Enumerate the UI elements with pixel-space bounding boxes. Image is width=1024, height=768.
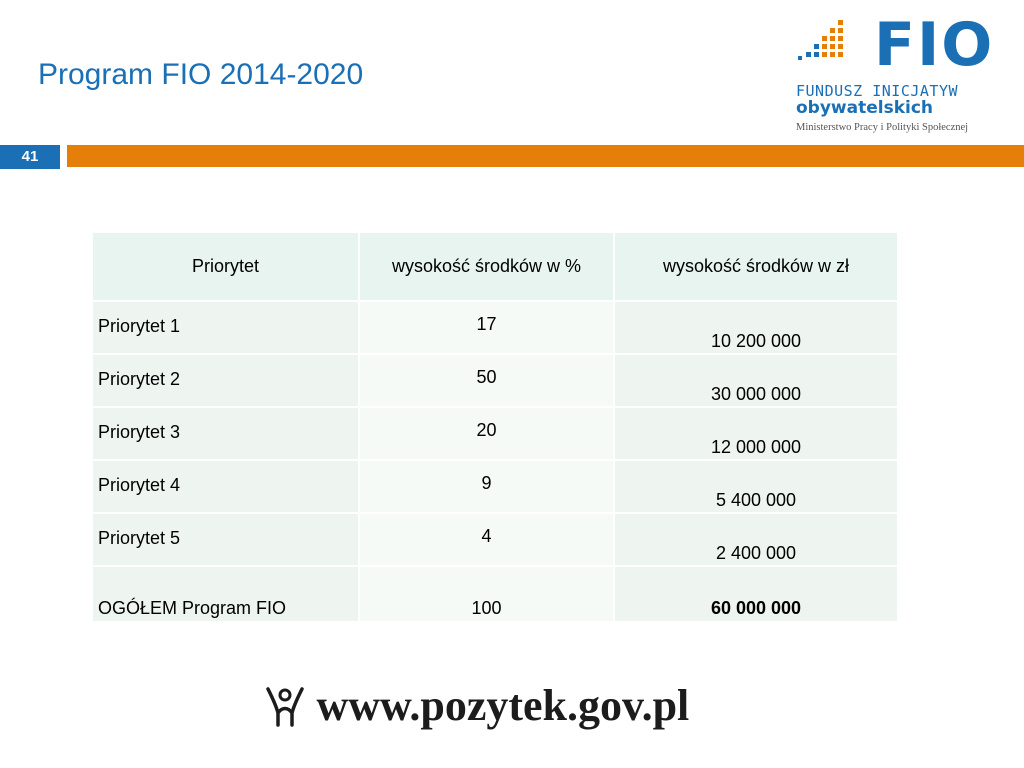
cell-amount: 12 000 000 (614, 407, 897, 460)
table-header-row (93, 233, 897, 301)
cell-amount: 5 400 000 (614, 460, 897, 513)
cell-percent: 50 (359, 354, 614, 407)
fio-logo (794, 10, 995, 138)
cell-percent: 9 (359, 460, 614, 513)
cell-priority-name: Priorytet 1 (93, 301, 359, 354)
table-row (93, 460, 897, 513)
header-cell-percent: wysokość środków w % (359, 233, 614, 301)
header-cell-amount: wysokość środków w zł (614, 233, 897, 301)
table-total-row (93, 566, 897, 622)
cell-percent: 4 (359, 513, 614, 566)
logo-fio-text: FIO (874, 10, 995, 80)
cell-total-amount: 60 000 000 (614, 566, 897, 622)
cell-total-percent: 100 (359, 566, 614, 622)
slide-number: 41 (0, 145, 60, 169)
table-row (93, 301, 897, 354)
logo-subtitle-line1: FUNDUSZ INICJATYW (796, 82, 959, 100)
cell-amount: 2 400 000 (614, 513, 897, 566)
footer-url[interactable]: www.pozytek.gov.pl (316, 681, 690, 730)
header-cell-priority: Priorytet (93, 233, 359, 301)
header-bar (67, 145, 1024, 167)
cell-priority-name: Priorytet 2 (93, 354, 359, 407)
cell-amount: 30 000 000 (614, 354, 897, 407)
table-row (93, 407, 897, 460)
figure-icon (264, 683, 306, 729)
slide-title: Program FIO 2014-2020 (38, 58, 364, 91)
logo-subtitle-line2: obywatelskich (796, 98, 934, 118)
cell-priority-name: Priorytet 3 (93, 407, 359, 460)
footer-url-block (264, 680, 689, 740)
cell-amount: 10 200 000 (614, 301, 897, 354)
cell-priority-name: Priorytet 4 (93, 460, 359, 513)
cell-percent: 20 (359, 407, 614, 460)
table-row (93, 513, 897, 566)
cell-percent: 17 (359, 301, 614, 354)
logo-ministry: Ministerstwo Pracy i Polityki Społecznej (796, 122, 969, 133)
cell-priority-name: Priorytet 5 (93, 513, 359, 566)
dots-icon (794, 16, 854, 76)
cell-total-name: OGÓŁEM Program FIO (93, 566, 359, 622)
table-row (93, 354, 897, 407)
priorities-table (93, 233, 897, 623)
